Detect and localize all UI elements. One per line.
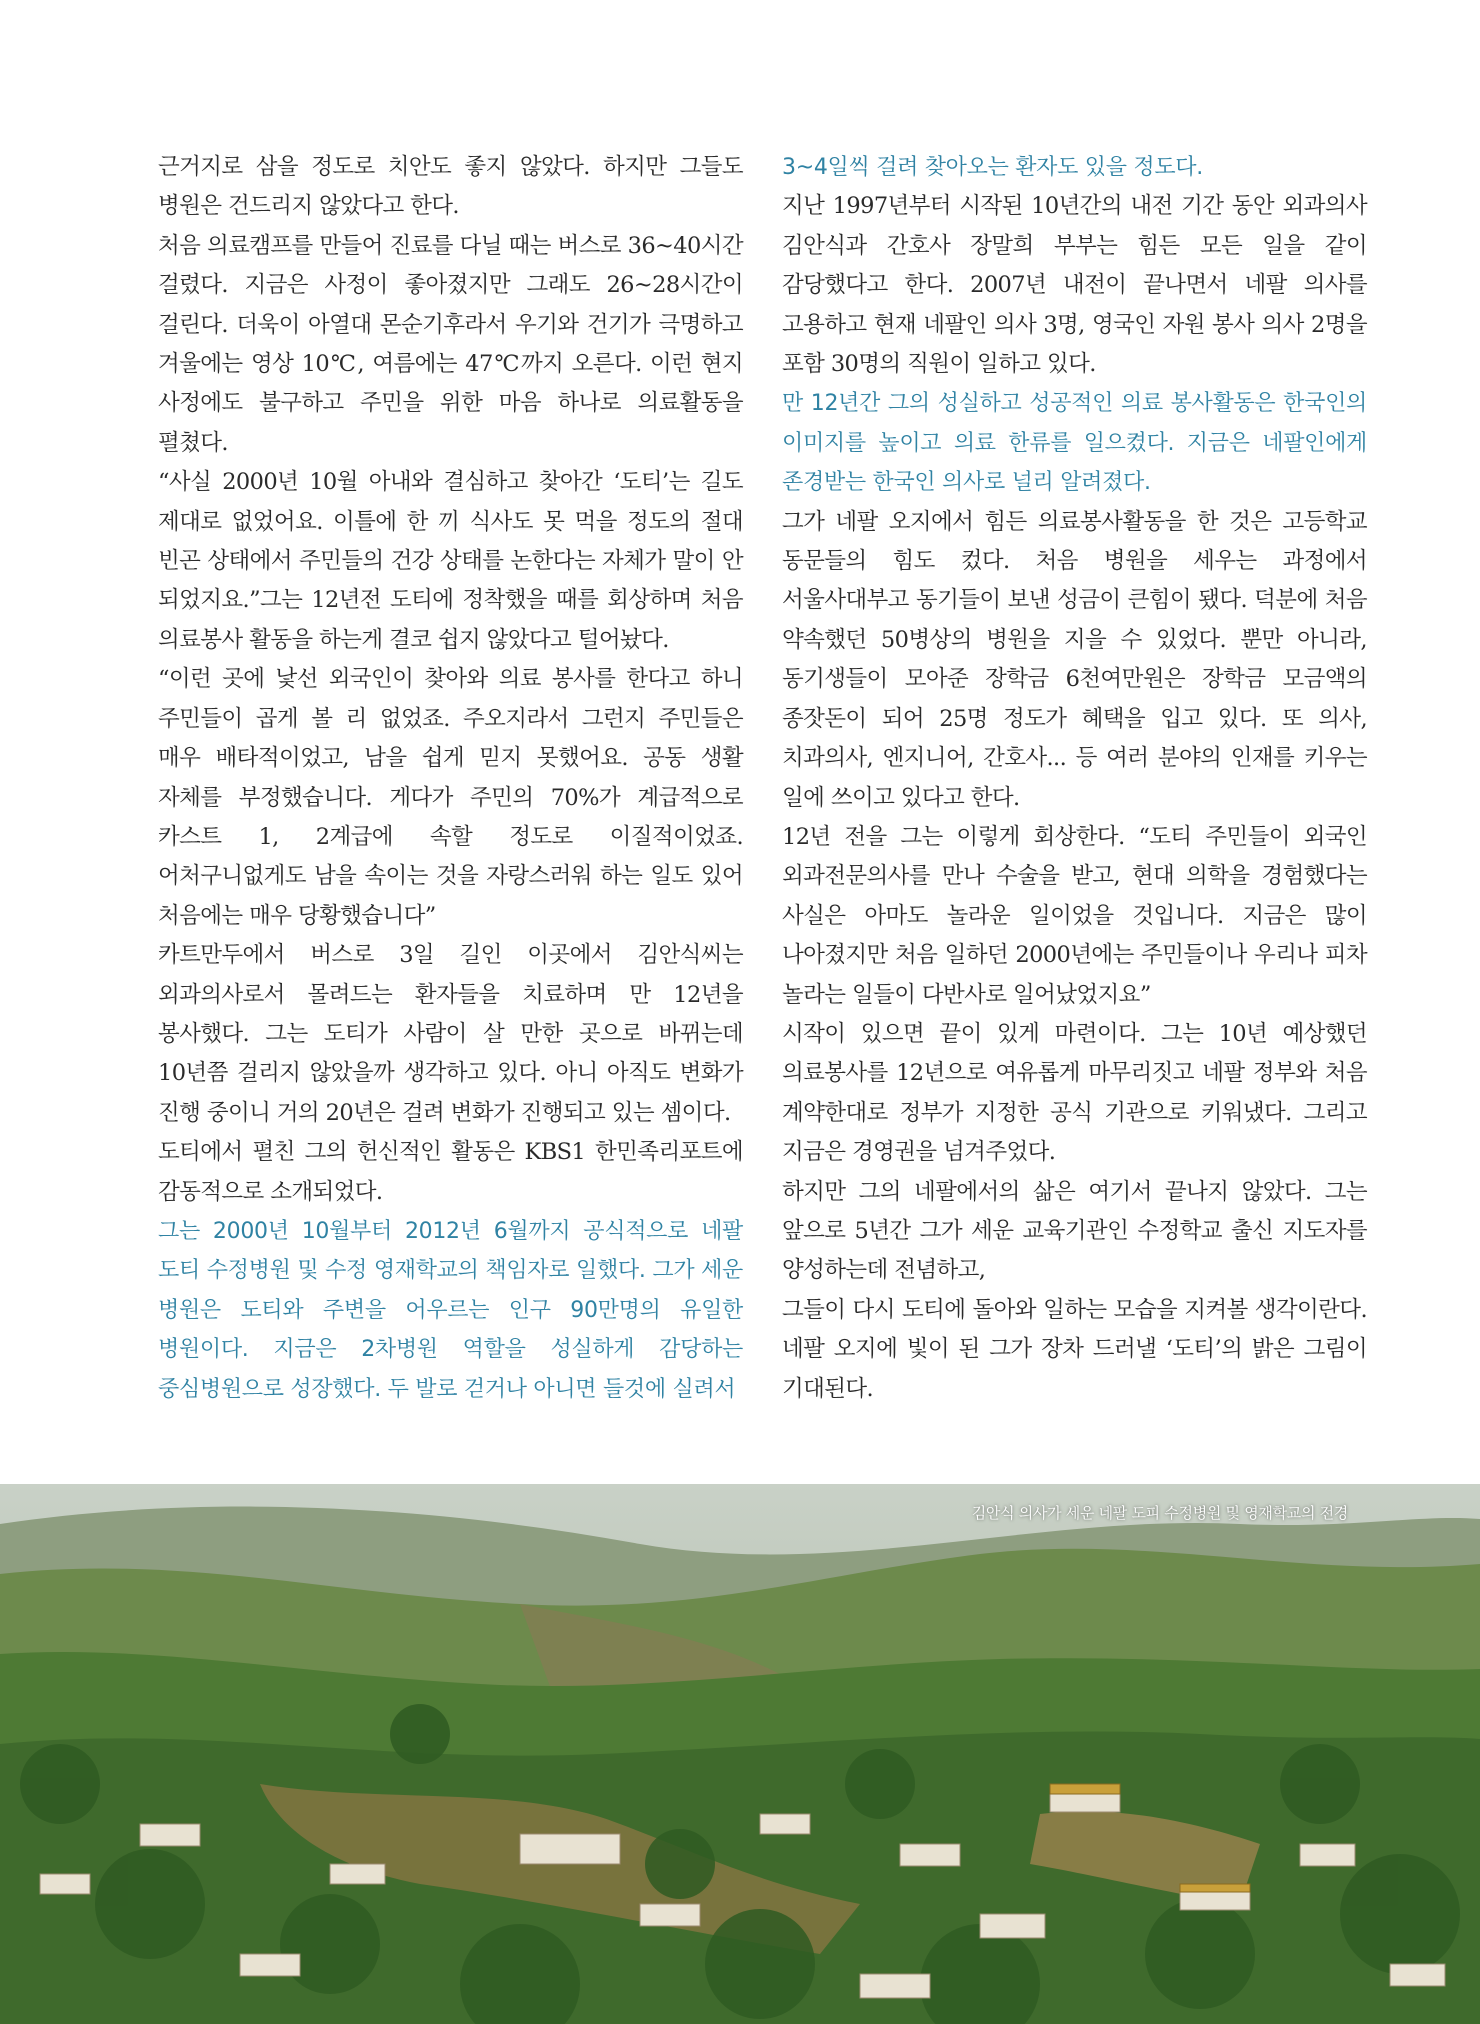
photo-caption: 김안식 의사가 세운 네팔 도피 수정병원 및 영재학교의 전경	[971, 1504, 1348, 1522]
body-paragraph: 그가 네팔 오지에서 힘든 의료봉사활동을 한 것은 고등학교 동문들의 힘도 컸다. 처음 병원을 세우는 과정에서 서울사대부고 동기들이 보낸 성금이 큰힘이 됐다. 덕분에 처음 약속했던 50병상의 병원을 지을 수 있었다. 뿐만 아니라, 동기생들이 모아준 장학금 6천여만원은 장학금 모금액의 종잣돈이 되어 25명 정도가 혜택을 입고 있다. 또 의사, 치과의사, 엔지니어, 간호사... 등 여러 분야의 인재를 키우는 일에 쓰이고 있다고 한다.	[782, 508, 1367, 811]
body-paragraph: 도티에서 펼친 그의 헌신적인 활동은 KBS1 한민족리포트에 감동적으로 소개되었다.	[158, 1139, 743, 1205]
highlighted-paragraph: 3~4일씩 걸려 찾아오는 환자도 있을 정도다.	[782, 155, 1203, 180]
body-paragraph: 시작이 있으면 끝이 있게 마련이다. 그는 10년 예상했던 의료봉사를 12년으로 여유롭게 마무리짓고 네팔 정부와 처음 계약한대로 정부가 지정한 공식 기관으로 키워냈다. 그리고 지금은 경영권을 넘겨주었다.	[782, 1020, 1367, 1166]
landscape-illustration	[0, 1484, 1480, 2024]
body-paragraph: 지난 1997년부터 시작된 10년간의 내전 기간 동안 외과의사 김안식과 간호사 장말희 부부는 힘든 모든 일을 같이 감당했다고 한다. 2007년 내전이 끝나면서 네팔 의사를 고용하고 현재 네팔인 의사 3명, 영국인 자원 봉사 의사 2명을 포함 30명의 직원이 일하고 있다.	[782, 193, 1367, 378]
body-paragraph: 근거지로 삼을 정도로 치안도 좋지 않았다. 하지만 그들도 병원은 건드리지 않았다고 한다.	[158, 154, 743, 220]
right-text-column	[782, 148, 1367, 1409]
highlighted-paragraph: 그는 2000년 10월부터 2012년 6월까지 공식적으로 네팔 도티 수정병원 및 수정 영재학교의 책임자로 일했다. 그가 세운 병원은 도티와 주변을 어우르는 인구 90만명의 유일한 병원이다. 지금은 2차병원 역할을 성실하게 감당하는 중심병원으로 성장했다. 두 발로 걷거나 아니면 들것에 실려서	[158, 1218, 743, 1402]
body-paragraph: 하지만 그의 네팔에서의 삶은 여기서 끝나지 않았다. 그는 앞으로 5년간 그가 세운 교육기관인 수정학교 출신 지도자를 양성하는데 전념하고,	[782, 1178, 1367, 1284]
body-paragraph: 그들이 다시 도티에 돌아와 일하는 모습을 지켜볼 생각이란다. 네팔 오지에 빛이 된 그가 장차 드러낼 ‘도티’의 밝은 그림이 기대된다.	[782, 1296, 1367, 1402]
body-paragraph: “사실 2000년 10월 아내와 결심하고 찾아간 ‘도티’는 길도 제대로 없었어요. 이틀에 한 끼 식사도 못 먹을 정도의 절대 빈곤 상태에서 주민들의 건강 상태를 논한다는 자체가 말이 안 되었지요.”그는 12년전 도티에 정착했을 때를 회상하며 처음 의료봉사 활동을 하는게 결코 쉽지 않았다고 털어놨다.	[158, 469, 743, 653]
body-paragraph: “이런 곳에 낯선 외국인이 찾아와 의료 봉사를 한다고 하니 주민들이 곱게 볼 리 없었죠. 주오지라서 그런지 주민들은 매우 배타적이었고, 남을 쉽게 믿지 못했어요. 공동 생활 자체를 부정했습니다. 게다가 주민의 70%가 계급적으로 카스트 1, 2계급에 속할 정도로 이질적이었죠. 어처구니없게도 남을 속이는 것을 자랑스러워 하는 일도 있어 처음에는 매우 당황했습니다”	[158, 666, 743, 929]
left-text-column	[158, 148, 743, 1409]
village-landscape-photo	[0, 1484, 1480, 2024]
highlighted-paragraph: 만 12년간 그의 성실하고 성공적인 의료 봉사활동은 한국인의 이미지를 높이고 의료 한류를 일으켰다. 지금은 네팔인에게 존경받는 한국인 의사로 널리 알려졌다.	[782, 391, 1367, 496]
body-paragraph: 12년 전을 그는 이렇게 회상한다. “도티 주민들이 외국인 외과전문의사를 만나 수술을 받고, 현대 의학을 경험했다는 사실은 아마도 놀라운 일이었을 것입니다. 지금은 많이 나아졌지만 처음 일하던 2000년에는 주민들이나 우리나 피차 놀라는 일들이 다반사로 일어났었지요”	[782, 823, 1367, 1008]
body-paragraph: 처음 의료캠프를 만들어 진료를 다닐 때는 버스로 36~40시간 걸렸다. 지금은 사정이 좋아졌지만 그래도 26~28시간이 걸린다. 더욱이 아열대 몬순기후라서 우기와 건기가 극명하고 겨울에는 영상 10℃, 여름에는 47℃까지 오른다. 이런 현지 사정에도 불구하고 주민을 위한 마음 하나로 의료활동을 펼쳤다.	[158, 232, 743, 456]
body-paragraph: 카트만두에서 버스로 3일 길인 이곳에서 김안식씨는 외과의사로서 몰려드는 환자들을 치료하며 만 12년을 봉사했다. 그는 도티가 사람이 살 만한 곳으로 바뀌는데 10년쯤 걸리지 않았을까 생각하고 있다. 아니 아직도 변화가 진행 중이니 거의 20년은 걸려 변화가 진행되고 있는 셈이다.	[158, 942, 743, 1126]
